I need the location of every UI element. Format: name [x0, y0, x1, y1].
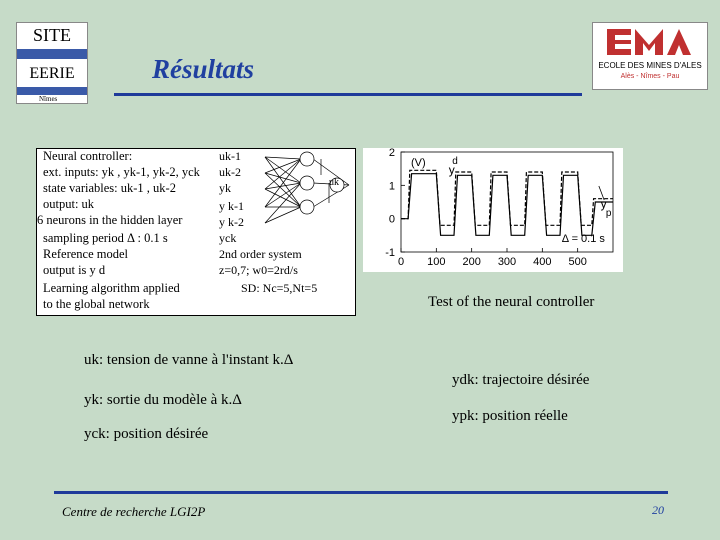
def-ypk: ypk: position réelle — [452, 408, 568, 424]
annotation-p: p — [605, 208, 612, 219]
y-tick-label: -1 — [385, 247, 395, 259]
x-tick-label: 300 — [497, 256, 517, 268]
y-tick-label: 1 — [388, 180, 395, 193]
info-line-7: Reference model — [43, 247, 129, 261]
emblem-icon — [607, 27, 693, 57]
title-underline — [114, 93, 582, 96]
info-line-8: output is y d — [43, 263, 106, 277]
net-input-4: y k-1 — [219, 199, 244, 213]
net-input-6: yck — [219, 231, 237, 245]
logo-right-sub: Alès - Nîmes - Pau — [620, 73, 680, 80]
series-line-yp — [401, 174, 613, 236]
footer-rule — [54, 491, 668, 494]
footer-text: Centre de recherche LGI2P — [62, 504, 206, 519]
info-line-4: output: uk — [43, 197, 95, 211]
ecole-des-mines-logo — [592, 22, 708, 90]
info-line-2: ext. inputs: yk , yk-1, yk-2, yck — [43, 165, 200, 179]
annotation-delta: Δ = 0.1 s — [561, 233, 605, 245]
def-ydk: ydk: trajectoire désirée — [452, 372, 590, 388]
logo-right-name: ECOLE DES MINES D'ALES — [598, 61, 702, 70]
controller-info-box — [36, 148, 356, 316]
x-tick-label: 400 — [533, 256, 552, 268]
x-tick-label: 100 — [427, 256, 446, 268]
slide-title: Résultats — [152, 54, 255, 84]
logo-left-line3: Nîmes — [39, 95, 58, 103]
info-line-1: Neural controller: — [43, 149, 133, 163]
info-line-10: to the global network — [43, 297, 150, 311]
net-input-2: uk-2 — [219, 165, 241, 179]
net-input-3: yk — [219, 181, 231, 195]
y-tick-label: 0 — [388, 213, 395, 226]
info-line-9: Learning algorithm applied — [43, 281, 180, 295]
page-number: 20 — [652, 503, 664, 517]
info-line-6: sampling period Δ : 0.1 s — [43, 231, 168, 245]
net-input-1: uk-1 — [219, 149, 241, 163]
system-line-2: z=0,7; w0=2rd/s — [219, 263, 298, 277]
def-uk: uk: tension de vanne à l'instant k.Δ — [84, 352, 294, 368]
system-line-3: SD: Nc=5,Nt=5 — [241, 281, 318, 295]
site-eerie-logo — [16, 22, 88, 104]
def-yck: yck: position désirée — [84, 426, 209, 442]
controller-test-chart — [363, 148, 623, 272]
def-yk: yk: sortie du modèle à k.Δ — [84, 392, 242, 408]
logo-left-line1: SITE — [33, 25, 71, 45]
info-line-5: 6 neurons in the hidden layer — [37, 213, 183, 227]
chart-lines — [401, 170, 613, 235]
x-tick-label: 200 — [462, 256, 481, 268]
x-tick-label: 0 — [397, 256, 405, 268]
annotation-y-d: y — [448, 163, 455, 177]
net-input-5: y k-2 — [219, 215, 244, 229]
x-tick-label: 500 — [568, 256, 587, 268]
info-line-3: state variables: uk-1 , uk-2 — [43, 181, 176, 195]
logo-left-line2: EERIE — [29, 65, 75, 82]
neural-network-diagram — [237, 149, 355, 245]
system-line-1: 2nd order system — [219, 247, 302, 261]
y-tick-label: 2 — [388, 148, 395, 159]
annotation-d: d — [452, 156, 458, 167]
chart-caption: Test of the neural controller — [428, 294, 595, 310]
unit-label: (V) — [411, 157, 426, 169]
net-output: uk — [329, 177, 339, 188]
annotation-y-p: y — [600, 197, 607, 211]
